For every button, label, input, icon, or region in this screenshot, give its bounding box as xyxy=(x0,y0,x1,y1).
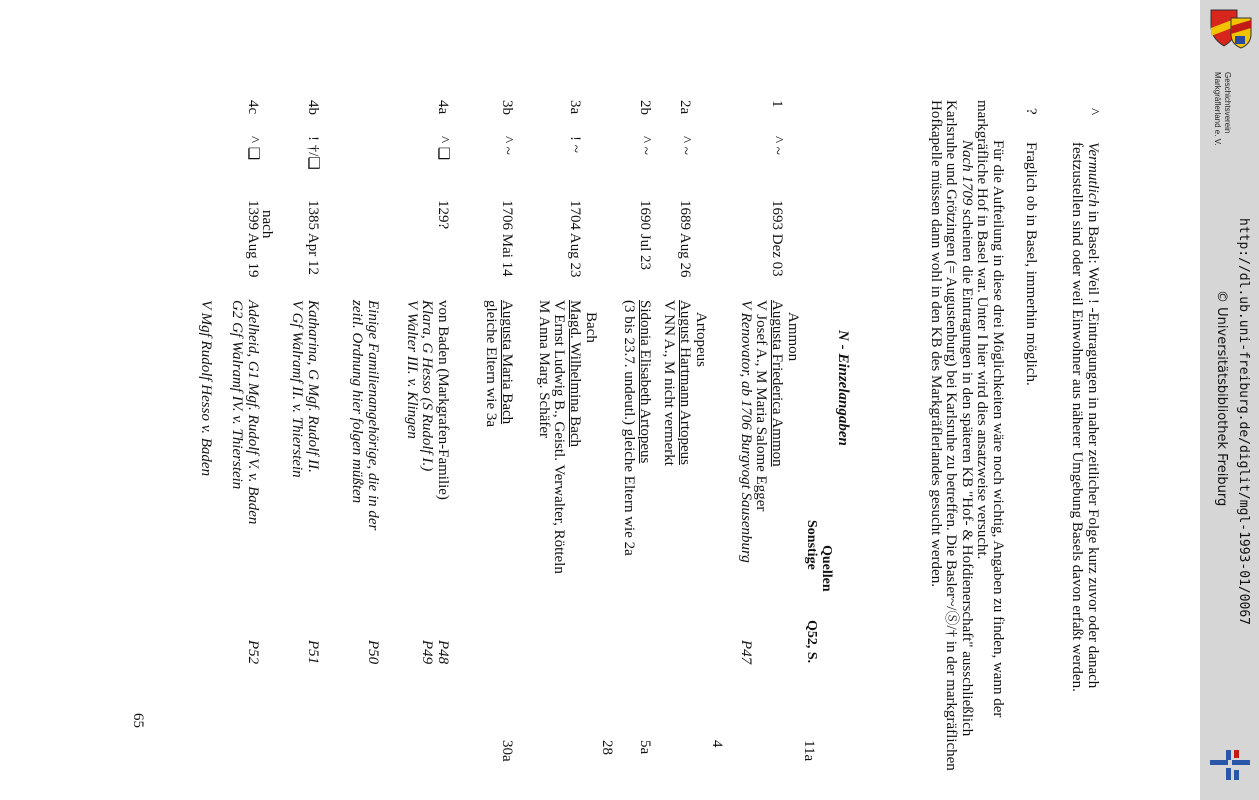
entry-text-line: Klara, G Hesso (S Rudolf I.) xyxy=(419,300,436,472)
section-title: N - Einzelangaben xyxy=(835,330,851,446)
entry-source: P49 xyxy=(419,640,436,665)
entry-text xyxy=(621,300,652,556)
entry-symbol: ^ ~ xyxy=(499,136,515,155)
entry-page: 30a xyxy=(499,740,515,762)
entry-text-line: zeitl. Ordnung hier folgen müßten xyxy=(349,300,366,504)
sidebar-org-line2: Markgräflerland e. V. xyxy=(1213,72,1222,146)
note-text: Vermutlich in Basel: Weil ! -Eintragungen in naher zeitlicher Folge kurz zuvor oder danach festzustellen sind oder weil Einwohner aus näherer Umgebung Basels davon erfaßt werden. xyxy=(1069,142,1101,692)
university-library-logo-icon xyxy=(1210,748,1252,782)
note-symbol: ? xyxy=(1023,108,1039,115)
entry-text-line: Adelheid, G1 Mgf. Rudolf V. v. Baden xyxy=(245,300,261,525)
entry-text-line: V Walter III. v. Klingen xyxy=(404,300,420,439)
entry-date: 1690 Jul 23 xyxy=(637,200,653,271)
sidebar-url[interactable]: http://dl.ub.uni-freiburg.de/diglit/mgl-1993-01/0067 xyxy=(1236,218,1251,625)
entry-page: 4 xyxy=(709,740,725,748)
intro-paragraph-2: Nach 1709 scheinen die Eintragungen in den späteren KB "Hof- & Hofdienerschaft" ausschließlich Karlsruhe und Grötzingen (= Augustenburg) bei Karlsruhe zu betreffen. Die Basler~/Ⓢ/† in der markgräflichen Hofkapelle müssen dann wohl in den KB des Markgräflerlandes gesucht werden. xyxy=(928,100,975,771)
header-sonstige: Sonstige xyxy=(804,520,819,570)
archive-sidebar xyxy=(1200,0,1259,800)
entry-text-line: V Josef A., M Maria Salome Egger xyxy=(753,300,770,512)
entry-text-line: V Renovator, ab 1706 Burgvogt Sausenburg xyxy=(738,300,754,563)
entry-page: 11a xyxy=(801,740,817,762)
sidebar-rotated xyxy=(1200,0,1259,800)
entry-text-line: gleiche Eltern wie 3a xyxy=(483,300,500,428)
entry-date: 1399 Aug 19 xyxy=(245,200,261,278)
entry-text-line: V NN A., M nicht vermerkt xyxy=(661,300,678,466)
entry-text-line: August Hartmann Artopeus xyxy=(677,300,693,465)
entry-date: 129? xyxy=(435,200,451,230)
entry-symbol: ^ ~ xyxy=(637,136,653,155)
entry-text-line: G2 Gf Walramf IV. v. Thierstein xyxy=(229,300,246,490)
entry-number: 3a xyxy=(567,100,583,115)
coat-of-arms-icon xyxy=(1207,8,1253,50)
note-vermutlich xyxy=(1050,108,1100,758)
entry-number: 4c xyxy=(245,100,261,115)
note-text: Fraglich ob in Basel, immerhin möglich. xyxy=(1023,142,1039,386)
entry-text xyxy=(536,300,583,574)
entry-text xyxy=(349,300,380,530)
entry-source: P51 xyxy=(305,640,321,665)
entry-date-prefix: nach xyxy=(259,210,275,239)
note-symbol: ^ xyxy=(1085,108,1101,116)
entry-symbol: ! †/❑ xyxy=(305,136,321,170)
entry-number: 3b xyxy=(499,100,515,115)
entry-text-line: Einige Familienangehörige, die in der xyxy=(365,300,381,531)
entry-date: 1689 Aug 26 xyxy=(677,200,693,278)
entry-date: 1385 Apr 12 xyxy=(305,200,321,275)
entry-text-line: Sidonia Elisabeth Artopeus xyxy=(637,300,653,464)
entry-text-line xyxy=(214,300,230,524)
entry-source: P47 xyxy=(738,640,754,665)
intro-paragraph-1: Für die Aufteilung in diese drei Möglichkeiten wäre noch wichtig, Angaben zu finden, wann der markgräfliche Hof in Basel war. Unter I hier wird dies ansatzweise versucht. xyxy=(974,100,1006,718)
entry-symbol: ^ ~ xyxy=(769,136,785,155)
entry-number: 4b xyxy=(305,100,321,115)
entry-number: 2b xyxy=(637,100,653,115)
entry-text xyxy=(289,300,320,478)
entry-number: 4a xyxy=(435,100,451,115)
entry-text-line: Augusta Friederica Ammon xyxy=(769,300,785,467)
entry-family: Ammon xyxy=(785,312,801,362)
entry-family: Artopeus xyxy=(693,312,709,367)
entry-text-line: (3 bis 23.7. undeutl.) gleiche Eltern wie 2a xyxy=(621,300,638,556)
entry-source: P48 xyxy=(435,640,451,665)
entry-text-line: Augusta Maria Bach xyxy=(499,300,515,425)
entry-page: 28 xyxy=(599,740,615,755)
entry-text-line: V Ernst Ludwig B., Geistl. Verwalter, Rötteln xyxy=(551,300,568,574)
entry-date: 1706 Mai 14 xyxy=(499,200,515,277)
sidebar-org-line1: Geschichtsverein xyxy=(1223,72,1232,134)
entry-number: 2a xyxy=(677,100,693,115)
entry-family: Bach xyxy=(583,312,599,343)
entry-symbol: ^ ~ xyxy=(677,136,693,155)
entry-number: 1 xyxy=(769,100,785,108)
entry-text-line: Katharina, G Mgf. Rudolf II. xyxy=(305,300,321,473)
entry-source: P52 xyxy=(245,640,261,665)
entry-text-line: Magd. Wilhelmina Bach xyxy=(567,300,583,448)
entry-date: 1693 Dez 03 xyxy=(769,200,785,277)
entry-symbol: ^ ❑ xyxy=(435,136,451,161)
entry-date: 1704 Aug 23 xyxy=(567,200,583,278)
entry-symbol: ! ~ xyxy=(567,136,583,153)
entry-symbol: ^ ❑ xyxy=(245,136,261,161)
entry-text-line: V Gf Walramf II. v. Thierstein xyxy=(289,300,306,478)
entry-text xyxy=(483,300,514,427)
entry-text xyxy=(661,300,692,466)
header-quellen: Quellen xyxy=(819,545,834,592)
sidebar-copyright: © Universitätsbibliothek Freiburg xyxy=(1214,290,1229,507)
entry-page: 5a xyxy=(637,740,653,755)
entry-source: P50 xyxy=(365,640,381,665)
entry-text-line: M Anna Marg. Schäfer xyxy=(536,300,552,439)
page-number: 65 xyxy=(130,713,146,728)
entry-text xyxy=(404,300,451,500)
header-q52: Q52, S. xyxy=(804,620,819,664)
entry-text-line: V Mgf Rudolf Hesso v. Baden xyxy=(198,300,215,477)
entry-text xyxy=(198,300,260,524)
entry-text xyxy=(738,300,785,563)
note-fraglich xyxy=(1020,108,1038,758)
entry-row xyxy=(160,100,275,790)
entry-text-line: von Baden (Markgrafen-Familie) xyxy=(435,300,451,500)
